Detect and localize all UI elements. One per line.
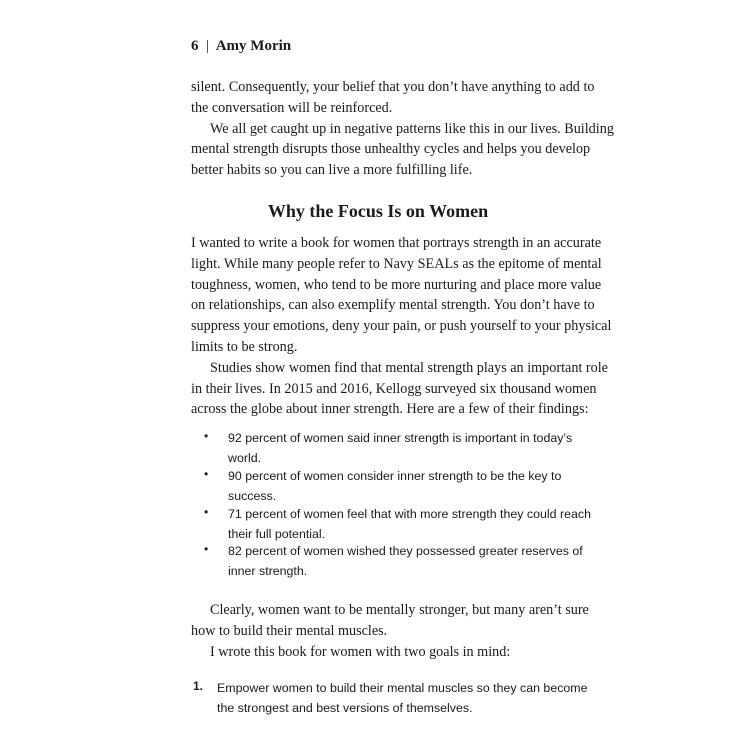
text-line: Studies show women find that mental strength plays an important role — [210, 359, 608, 376]
bullet-item — [204, 429, 573, 468]
text-line: 90 percent of women consider inner strength to be the key to — [228, 469, 562, 483]
text-line: Clearly, women want to be mentally stronger, but many aren’t sure — [210, 602, 589, 618]
page-number: 6 — [191, 38, 199, 54]
text-line: across the globe about inner strength. Here are a few of their findings: — [191, 401, 589, 418]
numbered-item — [193, 679, 588, 718]
text-line: inner strength. — [228, 563, 308, 578]
text-line: the conversation will be reinforced. — [191, 99, 393, 116]
bullet-marker: • — [204, 467, 209, 481]
text-line: Empower women to build their mental muscles so they can become — [217, 681, 588, 695]
running-header — [191, 38, 291, 55]
text-line: 82 percent of women wished they possessed greater reserves of — [228, 544, 583, 558]
bullet-item — [204, 542, 583, 581]
list-number: 1. — [193, 679, 204, 693]
text-line: world. — [228, 450, 262, 465]
text-line: I wrote this book for women with two goals in mind: — [210, 643, 511, 660]
section-heading: Why the Focus Is on Women — [267, 201, 489, 221]
text-line: in their lives. In 2015 and 2016, Kellogg surveyed six thousand women — [191, 380, 597, 397]
bullet-marker: • — [204, 429, 209, 443]
text-line: I wanted to write a book for women that portrays strength in an accurate — [191, 235, 602, 251]
text-line: limits to be strong. — [191, 338, 298, 355]
bullet-item — [204, 467, 569, 506]
text-line: suppress your emotions, deny your pain, or push yourself to your physical — [191, 318, 612, 335]
text-line: silent. Consequently, your belief that you don’t have anything to add to — [191, 79, 595, 95]
paragraph-1 — [191, 77, 614, 181]
text-line: light. While many people refer to Navy SEALs as the epitome of mental — [191, 255, 602, 272]
author-name: Amy Morin — [215, 38, 292, 54]
paragraph-3 — [191, 233, 612, 420]
text-line: 92 percent of women said inner strength is important in today’s — [228, 431, 573, 445]
header-separator: | — [206, 38, 210, 54]
text-line: success. — [228, 488, 277, 503]
text-line: the strongest and best versions of themselves. — [217, 700, 473, 715]
paragraph-5 — [191, 600, 589, 662]
text-line: toughness, women, who tend to be more nurturing and place more value — [191, 276, 602, 293]
text-line: on relationships, can also exemplify mental strength. You don’t have to — [191, 297, 595, 314]
text-line: 71 percent of women feel that with more strength they could reach — [228, 507, 591, 521]
bullet-marker: • — [204, 542, 209, 556]
text-line: better habits so you can live a more fulfilling life. — [191, 162, 473, 179]
text-line: mental strength disrupts those unhealthy cycles and helps you develop — [191, 141, 591, 158]
bullet-marker: • — [204, 505, 209, 519]
text-line: how to build their mental muscles. — [191, 622, 388, 639]
text-line: We all get caught up in negative patterns like this in our lives. Building — [210, 120, 614, 137]
text-line: their full potential. — [228, 526, 326, 541]
bullet-item — [204, 505, 591, 544]
